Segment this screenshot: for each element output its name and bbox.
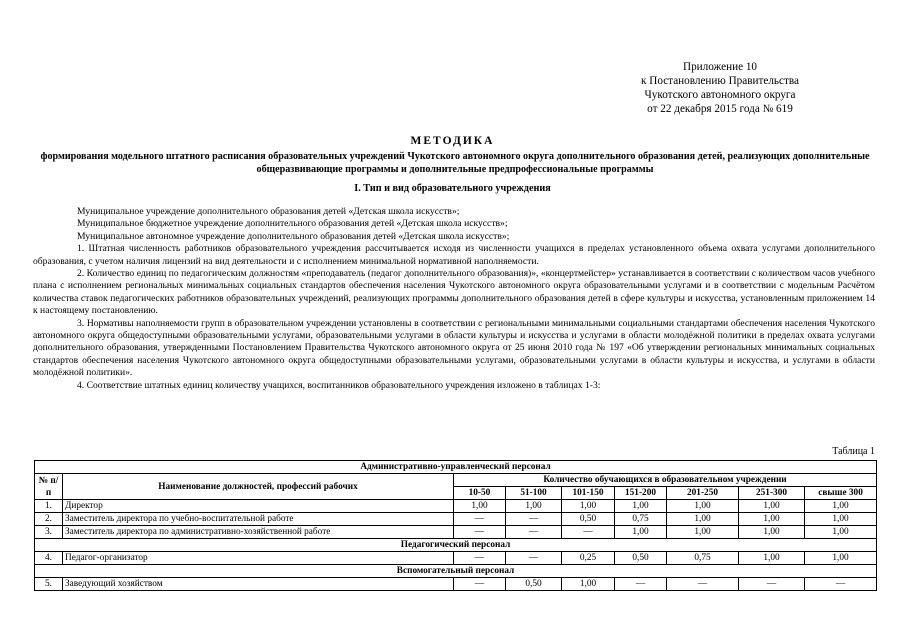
col-header-range: свыше 300 [805,487,877,500]
document-subtitle: формирования модельного штатного расписания образовательных учреждений Чукотского автономного округа дополнительного образования детей, реализующих дополнительные общеразвивающие программы и дополнительные предпрофессиональные программы [40,151,870,175]
row-position: Заместитель директора по административно-хозяйственной работе [63,526,454,539]
row-value: — [562,526,615,539]
row-value: 1,00 [805,552,877,565]
row-value: 1,00 [506,500,562,513]
row-value: 1,00 [667,513,739,526]
row-value: 1,00 [615,500,667,513]
table-row [35,526,877,539]
row-position: Директор [63,500,454,513]
col-header-group: Количество обучающихся в образовательном учреждении [454,474,877,487]
row-value: — [506,526,562,539]
row-value: — [615,578,667,591]
section-row-pedagogical: Педагогический персонал [35,539,877,552]
table-row [35,578,877,591]
row-value: 1,00 [739,513,805,526]
col-header-number: № п/п [35,474,63,500]
paragraph: 1. Штатная численность работников образовательного учреждения рассчитывается исходя из численности учащихся в пределах установленного объема охвата услугами дополнительного образования, с учетом наличия лицензий на вид деятельности и с исполнением минимальной нормативной наполняемости. [33,243,875,267]
row-value: 1,00 [615,526,667,539]
appendix-line: от 22 декабря 2015 года № 619 [647,103,793,115]
row-value: 1,00 [739,552,805,565]
row-number: 1. [35,500,63,513]
appendix-block [560,60,880,116]
col-header-range: 51-100 [506,487,562,500]
row-value: 0,75 [615,513,667,526]
col-header-range: 251-300 [739,487,805,500]
row-value: 0,75 [667,552,739,565]
row-value: 1,00 [667,526,739,539]
row-value: — [805,578,877,591]
col-header-name: Наименование должностей, профессий рабочих [63,474,454,500]
paragraph: 2. Количество единиц по педагогическим должностям «преподаватель (педагог дополнительного образования)», «концертмейстер» устанавливается в соответствии с количеством часов учебного плана с исполнением региональных минимальных социальных стандартов обеспечения населения Чукотского автономного округа образовательными услугами и в соответствии с модельным Расчётом количества ставок педагогических работников образовательных учреждений, реализующих программы дополнительного образования детей в сфере культуры и искусства, установленным приложением 14 к настоящему постановлению. [33,268,875,317]
row-value: 0,50 [506,578,562,591]
row-value: 1,00 [739,526,805,539]
table-row [35,552,877,565]
paragraph: Муниципальное бюджетное учреждение дополнительного образования детей «Детская школа искусств»; [77,218,508,230]
row-value: — [506,513,562,526]
row-position: Педагог-организатор [63,552,454,565]
row-value: 1,00 [805,513,877,526]
table-row [35,500,877,513]
appendix-line: Приложение 10 [682,61,758,73]
row-value: 1,00 [562,500,615,513]
row-value: — [454,513,506,526]
row-number: 5. [35,578,63,591]
row-value: 0,25 [562,552,615,565]
row-value: — [506,552,562,565]
row-value: 1,00 [739,500,805,513]
document-body [33,206,875,392]
paragraph: 4. Соответствие штатных единиц количеству учащихся, воспитанников образовательного учреждения изложено в таблицах 1-3: [77,379,601,391]
section-heading: I. Тип и вид образовательного учреждения [354,183,551,194]
row-value: 1,00 [454,500,506,513]
row-value: — [454,526,506,539]
appendix-line: к Постановлению Правительства [641,75,799,87]
paragraph: Муниципальное автономное учреждение дополнительного образования детей «Детская школа искусств»; [77,230,510,242]
row-value: 1,00 [667,500,739,513]
row-position: Заместитель директора по учебно-воспитательной работе [63,513,454,526]
row-value: — [454,552,506,565]
document-title: МЕТОДИКА [410,135,495,147]
row-number: 4. [35,552,63,565]
row-value: 1,00 [805,500,877,513]
paragraph: 3. Нормативы наполняемости групп в образовательном учреждении установлены в соответствии с региональными минимальными социальными стандартами обеспечения населения Чукотского автономного округа общедоступными образовательными услугами, образовательными услугами в области культуры и искусства и услугами в области молодёжной политики в пределах охвата услугами дополнительного образования, утвержденными Постановлением Правительства Чукотского автономного округа от 25 июня 2010 года № 197 «Об утверждении региональных минимальных социальных стандартов обеспечения населения Чукотского автономного округа общедоступными образовательными услугами, образовательными услугами в области культуры и искусства, и услугами в области молодёжной политики». [33,317,875,379]
table-row [35,513,877,526]
section-row-auxiliary: Вспомогательный персонал [35,565,877,578]
row-value: 1,00 [562,578,615,591]
row-number: 3. [35,526,63,539]
col-header-range: 151-200 [615,487,667,500]
row-value: — [667,578,739,591]
row-value: 0,50 [562,513,615,526]
row-position: Заведующий хозяйством [63,578,454,591]
section-row-admin: Административно-управленческий персонал [35,461,877,474]
row-value: — [454,578,506,591]
col-header-range: 201-250 [667,487,739,500]
row-value: 1,00 [805,526,877,539]
col-header-range: 10-50 [454,487,506,500]
staffing-table [34,460,877,591]
row-value: — [739,578,805,591]
table-caption: Таблица 1 [832,446,875,457]
col-header-range: 101-150 [562,487,615,500]
row-number: 2. [35,513,63,526]
appendix-line: Чукотского автономного округа [644,89,796,101]
row-value: 0,50 [615,552,667,565]
paragraph: Муниципальное учреждение дополнительного образования детей «Детская школа искусств»; [77,206,460,217]
